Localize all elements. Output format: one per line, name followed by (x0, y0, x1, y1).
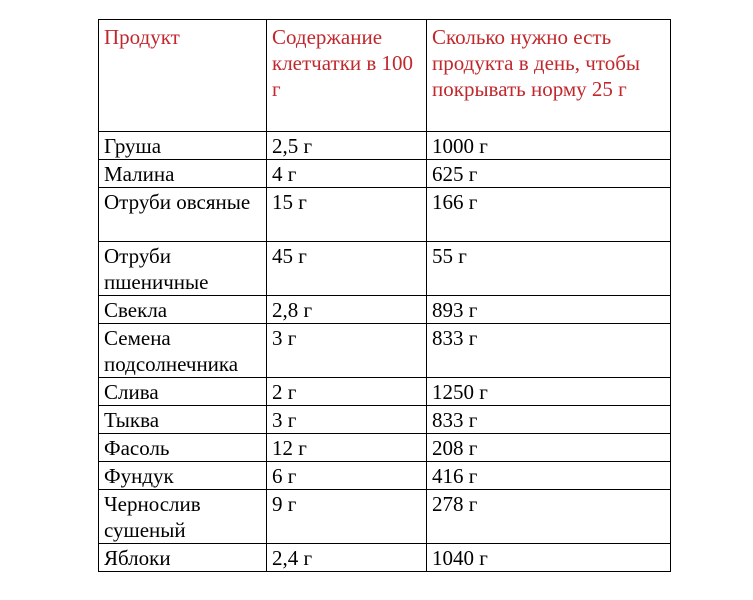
cell-daily-amount: 208 г (427, 434, 671, 462)
cell-daily-amount: 1000 г (427, 132, 671, 160)
cell-daily-amount: 833 г (427, 406, 671, 434)
column-header-product: Продукт (99, 20, 267, 132)
cell-daily-amount: 166 г (427, 188, 671, 242)
cell-fiber: 2,8 г (267, 296, 427, 324)
cell-daily-amount: 55 г (427, 242, 671, 296)
table-row (99, 406, 671, 434)
cell-product: Отруби овсяные (99, 188, 267, 242)
cell-product: Яблоки (99, 544, 267, 572)
cell-product: Чернослив сушеный (99, 490, 267, 544)
cell-product: Слива (99, 378, 267, 406)
cell-fiber: 2,5 г (267, 132, 427, 160)
cell-fiber: 15 г (267, 188, 427, 242)
cell-product: Груша (99, 132, 267, 160)
cell-product: Семена подсолнечника (99, 324, 267, 378)
table-row (99, 188, 671, 242)
table-row (99, 324, 671, 378)
table-row (99, 242, 671, 296)
cell-fiber: 2,4 г (267, 544, 427, 572)
fiber-table (98, 19, 671, 572)
table-header-row (99, 20, 671, 132)
cell-daily-amount: 893 г (427, 296, 671, 324)
cell-product: Тыква (99, 406, 267, 434)
cell-daily-amount: 278 г (427, 490, 671, 544)
cell-product: Фасоль (99, 434, 267, 462)
table-row (99, 296, 671, 324)
cell-product: Малина (99, 160, 267, 188)
table-row (99, 378, 671, 406)
cell-fiber: 4 г (267, 160, 427, 188)
cell-fiber: 9 г (267, 490, 427, 544)
cell-fiber: 12 г (267, 434, 427, 462)
cell-product: Отруби пшеничные (99, 242, 267, 296)
cell-fiber: 2 г (267, 378, 427, 406)
cell-daily-amount: 1040 г (427, 544, 671, 572)
cell-daily-amount: 625 г (427, 160, 671, 188)
cell-daily-amount: 1250 г (427, 378, 671, 406)
table-row (99, 132, 671, 160)
table-row (99, 544, 671, 572)
column-header-daily-amount: Сколько нужно есть продукта в день, чтобы покрывать норму 25 г (427, 20, 671, 132)
column-header-fiber-content: Содержание клетчатки в 100 г (267, 20, 427, 132)
table-row (99, 490, 671, 544)
cell-daily-amount: 416 г (427, 462, 671, 490)
cell-product: Свекла (99, 296, 267, 324)
table-row (99, 160, 671, 188)
cell-fiber: 3 г (267, 324, 427, 378)
cell-fiber: 6 г (267, 462, 427, 490)
cell-fiber: 45 г (267, 242, 427, 296)
cell-fiber: 3 г (267, 406, 427, 434)
cell-daily-amount: 833 г (427, 324, 671, 378)
table-row (99, 434, 671, 462)
cell-product: Фундук (99, 462, 267, 490)
table-row (99, 462, 671, 490)
